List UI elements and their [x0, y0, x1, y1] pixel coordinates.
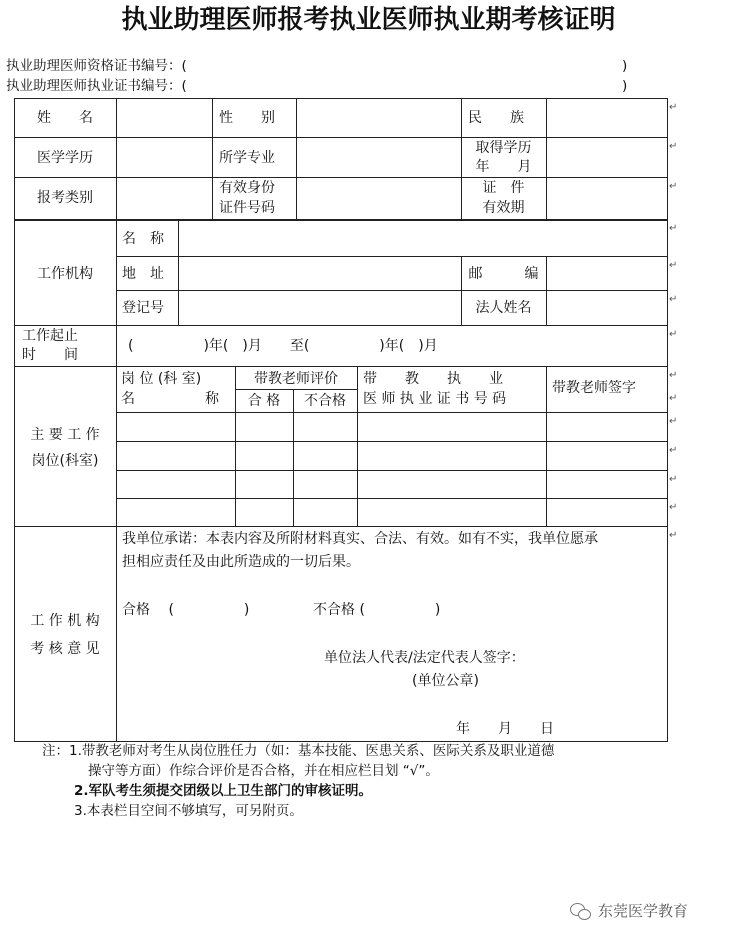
paragraph-mark: ↵	[669, 416, 678, 427]
label-legal-person: 法人姓名	[475, 300, 532, 316]
row-line	[14, 137, 668, 138]
label-org: 工作机构	[37, 266, 93, 282]
label-period-2: 时 间	[22, 347, 78, 363]
paragraph-mark: ↵	[669, 329, 678, 340]
col-line	[178, 219, 179, 326]
row-line	[235, 389, 357, 390]
label-postcode: 邮 编	[468, 266, 539, 282]
paragraph-mark: ↵	[669, 102, 678, 113]
label-degree-date-1: 取得学历	[475, 140, 532, 156]
review-signature: 单位法人代表/法定代表人签字：	[324, 650, 525, 666]
col-line	[116, 366, 117, 527]
col-eval: 带教老师评价	[254, 371, 338, 387]
row-line	[14, 219, 668, 221]
review-date: 年 月 日	[456, 721, 554, 737]
label-review-1: 工 作 机 构	[30, 613, 100, 629]
col-fail: 不合格	[304, 393, 346, 409]
qualification-cert-line: 执业助理医师资格证书编号：(	[6, 58, 187, 74]
note-2: 2.军队考生须提交团级以上卫生部门的审核证明。	[74, 783, 373, 799]
col-cert-2: 医 师 执 业 证 书 号 码	[363, 391, 507, 407]
label-id-2: 证件号码	[219, 200, 275, 216]
note-3: 3.本表栏目空间不够填写，可另附页。	[74, 803, 303, 819]
row-line	[116, 412, 668, 413]
label-org-address: 地 址	[122, 266, 164, 282]
review-seal: (单位公章)	[412, 673, 479, 689]
label-review-2: 考 核 意 见	[30, 641, 100, 657]
col-sign: 带教老师签字	[552, 380, 636, 396]
label-period-1: 工作起止	[22, 328, 78, 344]
col-line	[546, 366, 547, 527]
wechat-icon	[570, 902, 592, 920]
practice-cert-close: )	[622, 78, 628, 94]
col-line	[116, 219, 117, 326]
row-line	[116, 441, 668, 442]
review-promise-2: 担相应责任及由此所造成的一切后果。	[122, 554, 360, 570]
col-line	[357, 366, 358, 527]
paragraph-mark: ↵	[669, 370, 678, 381]
watermark-text: 东莞医学教育	[598, 902, 689, 920]
row-line	[116, 256, 668, 257]
row-line	[116, 290, 668, 291]
col-post-2: 名 称	[121, 391, 219, 407]
paragraph-mark: ↵	[669, 393, 678, 404]
row-line	[14, 177, 668, 178]
row-line	[14, 325, 668, 326]
col-line	[546, 256, 547, 326]
label-id-1: 有效身份	[219, 180, 275, 196]
col-post-1: 岗 位 (科 室)	[121, 371, 202, 387]
label-major: 所学专业	[219, 150, 275, 166]
row-line	[14, 366, 668, 367]
table-border-right	[667, 98, 668, 742]
qualification-cert-close: )	[622, 58, 628, 74]
period-text: ( )年( )月 至( )年( )月	[128, 338, 438, 354]
watermark	[570, 900, 688, 921]
label-name: 姓 名	[37, 110, 93, 126]
paragraph-mark: ↵	[669, 141, 678, 152]
row-line	[116, 498, 668, 499]
col-line	[212, 98, 213, 219]
col-line	[116, 325, 117, 367]
paragraph-mark: ↵	[669, 223, 678, 234]
paragraph-mark: ↵	[669, 294, 678, 305]
label-posts-1: 主 要 工 作	[30, 427, 100, 443]
label-valid-2: 有效期	[482, 200, 525, 216]
label-posts-2: 岗位(科室)	[31, 453, 99, 469]
paragraph-mark: ↵	[669, 530, 678, 541]
practice-cert-line: 执业助理医师执业证书编号：(	[6, 78, 187, 94]
paragraph-mark: ↵	[669, 474, 678, 485]
note-1-line-1: 注：1.带教老师对考生从岗位胜任力（如：基本技能、医患关系、医际关系及职业道德	[42, 743, 555, 759]
label-valid-1: 证 件	[482, 180, 525, 196]
paragraph-mark: ↵	[669, 502, 678, 513]
note-1-line-2: 操守等方面）作综合评价是否合格，并在相应栏目划 “√”。	[88, 763, 439, 779]
col-line	[235, 366, 236, 527]
row-line	[14, 98, 668, 99]
label-degree-date-2: 年 月	[475, 159, 532, 175]
label-gender: 性 别	[219, 110, 275, 126]
label-reg-no: 登记号	[122, 300, 164, 316]
paragraph-mark: ↵	[669, 445, 678, 456]
label-org-name: 名 称	[122, 231, 164, 247]
col-line	[546, 98, 547, 219]
col-line	[296, 98, 297, 219]
review-promise-1: 我单位承诺：本表内容及所附材料真实、合法、有效。如有不实，我单位愿承	[122, 531, 598, 547]
label-ethnic: 民 族	[468, 110, 524, 126]
paragraph-mark: ↵	[669, 260, 678, 271]
review-fail: 不合格 ( )	[313, 602, 441, 618]
col-line	[116, 526, 117, 742]
review-pass: 合格 ( )	[122, 602, 250, 618]
col-cert-1: 带 教 执 业	[363, 371, 503, 387]
col-pass: 合 格	[247, 393, 281, 409]
row-line	[14, 526, 668, 527]
paragraph-mark: ↵	[669, 181, 678, 192]
label-category: 报考类别	[37, 190, 93, 206]
page-title: 执业助理医师报考执业医师执业期考核证明	[121, 5, 616, 35]
label-education: 医学学历	[37, 150, 93, 166]
col-line	[116, 98, 117, 219]
row-line	[116, 470, 668, 471]
